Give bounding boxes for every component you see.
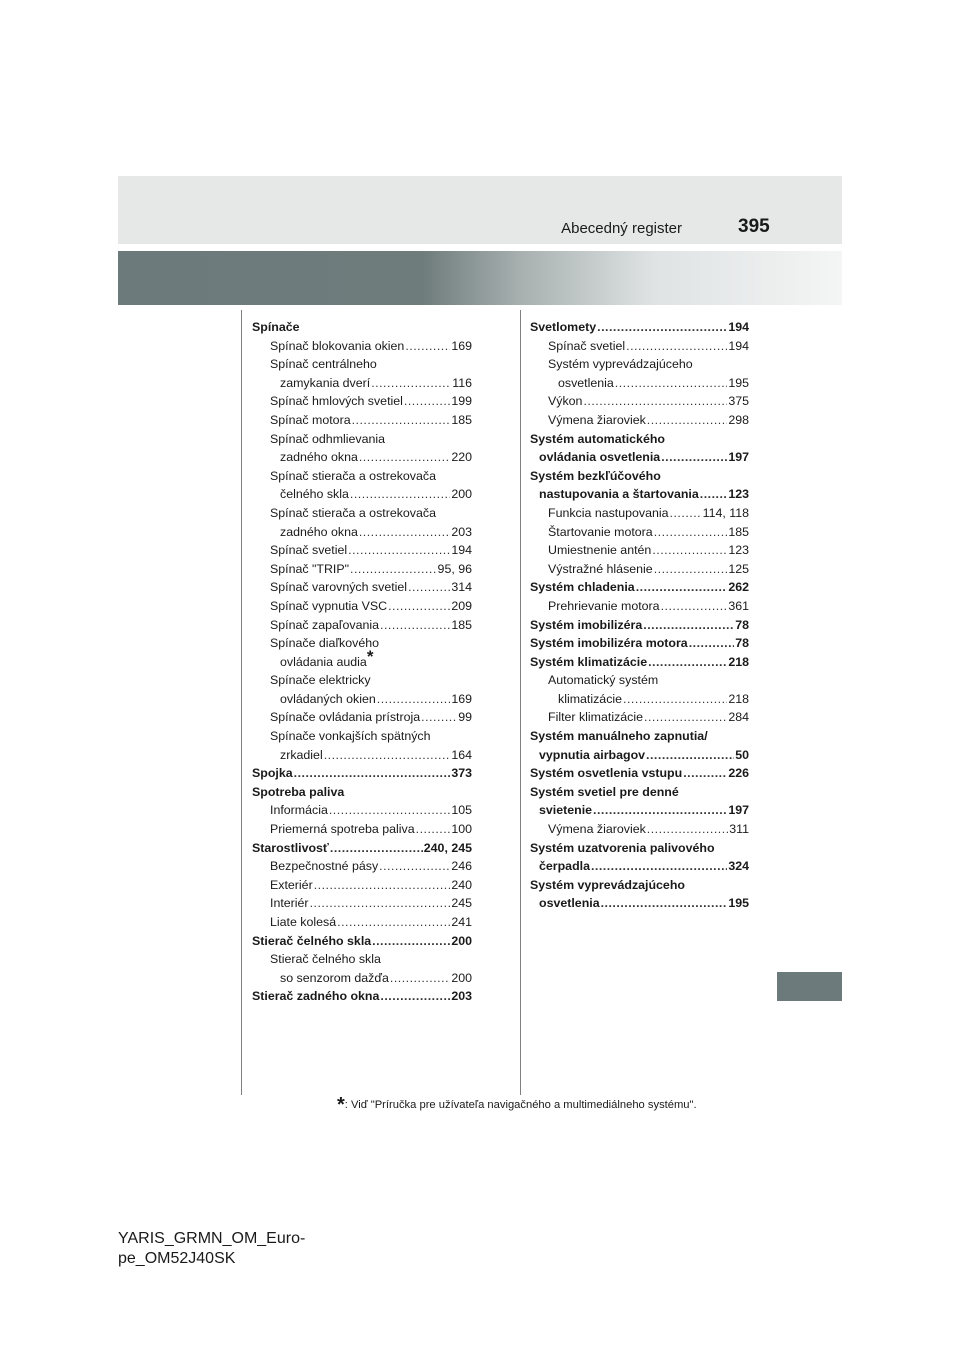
index-entry [252, 355, 472, 374]
entry-page: 78 [735, 617, 749, 632]
entry-term: Spínač motora [270, 412, 351, 427]
entry-term: nastupovania a štartovania [539, 487, 699, 502]
dot-leader [388, 597, 450, 616]
entry-term: svietenie [539, 803, 593, 818]
index-entry [252, 523, 472, 542]
entry-page: 114, 118 [702, 505, 749, 520]
index-entry [252, 504, 472, 523]
entry-term: Spínač "TRIP" [270, 561, 350, 576]
index-entry [530, 411, 749, 430]
entry-page: 209 [451, 598, 472, 613]
entry-page: 185 [728, 524, 749, 539]
dot-leader [626, 337, 727, 356]
index-column-left [252, 318, 472, 1006]
index-entry [530, 597, 749, 616]
entry-term: Spínač stierača a ostrekovača [270, 468, 436, 483]
dot-leader [310, 894, 451, 913]
entry-term: Spínač hmlových svetiel [270, 394, 403, 409]
dot-leader [636, 578, 728, 597]
document-code-line-1: YARIS_GRMN_OM_Euro- [118, 1230, 306, 1247]
entry-page: 220 [451, 450, 472, 465]
index-entry [252, 578, 472, 597]
entry-term: Spínač blokovania okien [270, 338, 405, 353]
index-entry [252, 374, 472, 393]
dot-leader [350, 485, 450, 504]
index-entry [252, 318, 472, 337]
dot-leader [623, 690, 727, 709]
index-entry [252, 727, 472, 746]
entry-page: 123 [728, 487, 749, 502]
index-entry [252, 560, 472, 579]
dot-leader [348, 541, 450, 560]
index-entry [530, 634, 749, 653]
entry-term: zrkadiel [280, 747, 323, 762]
entry-term: čelného skla [280, 487, 349, 502]
index-entry [252, 690, 472, 709]
entry-term: Výmena žiaroviek [548, 822, 646, 837]
entry-page: 194 [728, 320, 749, 334]
index-entry [530, 337, 749, 356]
index-entry [252, 411, 472, 430]
entry-term: čerpadla [539, 859, 590, 874]
dot-leader [648, 653, 727, 672]
entry-page: 100 [451, 822, 472, 837]
entry-page: 99 [458, 710, 472, 725]
entry-page: 284 [728, 710, 749, 725]
document-code [118, 1229, 305, 1268]
entry-page: 195 [728, 375, 749, 390]
index-entry [530, 653, 749, 672]
entry-page: 375 [728, 394, 749, 409]
dot-leader [647, 411, 728, 430]
entry-term: Prehrievanie motora [548, 598, 660, 613]
dot-leader [661, 448, 727, 467]
entry-term: Umiestnenie antén [548, 543, 652, 558]
entry-term: Systém manuálneho zapnutia/ [530, 729, 708, 744]
entry-term: Spínače elektricky [270, 673, 371, 688]
index-entry [530, 876, 749, 895]
entry-term: Systém klimatizácie [530, 654, 648, 669]
index-entry [530, 318, 749, 337]
index-entry [252, 392, 472, 411]
index-entry [252, 950, 472, 969]
index-entry [252, 857, 472, 876]
index-entry [530, 485, 749, 504]
entry-page: 245 [451, 896, 472, 911]
index-entry [252, 485, 472, 504]
entry-term: ovládania osvetlenia [539, 450, 661, 465]
entry-page: 123 [728, 543, 749, 558]
entry-term: Systém automatického [530, 431, 665, 446]
chapter-gradient-bar [118, 251, 842, 305]
entry-term: Priemerná spotreba paliva [270, 822, 415, 837]
index-entry [530, 504, 749, 523]
entry-page: 246 [451, 859, 472, 874]
entry-term: Štartovanie motora [548, 524, 653, 539]
dot-leader [654, 560, 728, 579]
dot-leader [683, 764, 727, 783]
entry-page: 194 [728, 338, 749, 353]
entry-term: Automatický systém [548, 673, 659, 688]
entry-term: zadného okna [280, 524, 358, 539]
dot-leader [372, 932, 450, 951]
entry-page: 195 [728, 896, 749, 911]
entry-page: 361 [728, 598, 749, 613]
index-entry [530, 392, 749, 411]
index-entry [530, 467, 749, 486]
entry-page: 240, 245 [423, 840, 472, 855]
dot-leader [330, 839, 423, 858]
dot-leader [646, 746, 734, 765]
index-entry [252, 987, 472, 1006]
entry-term: Spínač odhmlievania [270, 431, 386, 446]
dot-leader [380, 987, 450, 1006]
index-entry [530, 430, 749, 449]
entry-term: Spojka [252, 766, 293, 781]
index-entry [252, 820, 472, 839]
entry-term: Systém imobilizéra [530, 617, 643, 632]
entry-term: Spínač vypnutia VSC [270, 598, 388, 613]
entry-page: 50 [735, 747, 749, 762]
dot-leader [601, 894, 728, 913]
entry-term: Spínač centrálneho [270, 357, 377, 372]
index-entry [252, 746, 472, 765]
entry-term: Spínače diaľkového [270, 636, 380, 651]
entry-page: 95, 96 [437, 561, 472, 576]
index-entry [530, 894, 749, 913]
index-entry [530, 523, 749, 542]
entry-term: Svetlomety [530, 320, 597, 334]
index-entry [252, 764, 472, 783]
entry-page: 200 [451, 970, 472, 985]
index-entry [252, 597, 472, 616]
index-entry [530, 355, 749, 374]
entry-page: 314 [451, 580, 472, 595]
index-entry [530, 708, 749, 727]
entry-page: 194 [451, 543, 472, 558]
entry-term: Spotreba paliva [252, 784, 345, 799]
chapter-thumb-tab [777, 972, 842, 1001]
entry-term: vypnutia airbagov [539, 747, 646, 762]
dot-leader [359, 523, 450, 542]
entry-page: 226 [728, 766, 749, 781]
entry-page: 203 [451, 524, 472, 539]
dot-leader [421, 708, 457, 727]
entry-page: 169 [451, 338, 472, 353]
dot-leader [337, 913, 450, 932]
index-entry [530, 783, 749, 802]
entry-term: Spínač svetiel [270, 543, 348, 558]
dot-leader [404, 392, 450, 411]
dot-leader [583, 392, 727, 411]
dot-leader [390, 969, 450, 988]
entry-page: 185 [451, 617, 472, 632]
entry-term: Systém vyprevádzajúceho [548, 357, 693, 372]
index-entry [252, 634, 472, 653]
dot-leader [700, 485, 728, 504]
dot-leader [377, 690, 451, 709]
index-entry [530, 727, 749, 746]
entry-term: Spínač svetiel [548, 338, 626, 353]
entry-page: 218 [728, 691, 749, 706]
index-entry [530, 764, 749, 783]
index-entry [530, 746, 749, 765]
page-number: 395 [738, 216, 770, 237]
entry-page: 197 [728, 450, 749, 465]
dot-leader [689, 634, 735, 653]
entry-term: osvetlenia [539, 896, 600, 911]
entry-term: Stierač čelného skla [270, 952, 381, 967]
footnote [337, 1094, 697, 1116]
entry-term: Exteriér [270, 877, 313, 892]
entry-page: 105 [451, 803, 472, 818]
entry-term: Spínače vonkajších spätných [270, 729, 431, 744]
entry-term: ovládania audia [280, 654, 367, 669]
entry-page: 164 [451, 747, 472, 762]
dot-leader [379, 857, 450, 876]
left-margin-rule [241, 310, 242, 1095]
dot-leader [593, 801, 727, 820]
index-entry [252, 467, 472, 486]
entry-page: 197 [728, 803, 749, 818]
entry-page: 324 [728, 859, 749, 874]
entry-term: Systém svetiel pre denné [530, 784, 679, 799]
entry-term: Výmena žiaroviek [548, 412, 646, 427]
dot-leader [597, 318, 727, 337]
entry-term: Systém bezkľúčového [530, 468, 661, 483]
index-column-right [530, 318, 749, 913]
dot-leader [329, 801, 450, 820]
entry-term: Spínač zapaľovania [270, 617, 380, 632]
entry-term: Spínače ovládania prístroja [270, 710, 421, 725]
entry-page: 116 [452, 375, 472, 390]
entry-term: so senzorom dažďa [280, 970, 389, 985]
entry-term: Výkon [548, 394, 583, 409]
entry-term: Spínač stierača a ostrekovača [270, 505, 436, 520]
index-entry [252, 913, 472, 932]
entry-page: 203 [451, 989, 472, 1004]
entry-term: Spínače [252, 320, 300, 334]
index-entry [252, 969, 472, 988]
index-entry [530, 839, 749, 858]
dot-leader [371, 374, 451, 393]
entry-term: Liate kolesá [270, 915, 337, 929]
entry-page: 199 [451, 394, 472, 409]
index-entry [252, 337, 472, 356]
index-entry [530, 801, 749, 820]
entry-page: 298 [728, 412, 749, 427]
entry-page: 262 [728, 580, 749, 595]
index-entry [252, 541, 472, 560]
entry-term: Systém osvetlenia vstupu [530, 766, 683, 781]
header-band [118, 176, 842, 244]
entry-page: 218 [728, 654, 749, 669]
index-entry [530, 560, 749, 579]
entry-term: Filter klimatizácie [548, 710, 644, 725]
entry-page: 125 [728, 561, 749, 576]
entry-term: Funkcia nastupovania [548, 505, 669, 520]
entry-term: Stierač čelného skla [252, 933, 372, 948]
entry-term: klimatizácie [558, 691, 623, 706]
dot-leader [643, 616, 734, 635]
dot-leader [670, 504, 702, 523]
dot-leader [380, 616, 450, 635]
dot-leader [314, 876, 451, 895]
entry-page: 169 [451, 691, 472, 706]
entry-term: osvetlenia [558, 375, 614, 390]
dot-leader [416, 820, 451, 839]
dot-leader [647, 820, 728, 839]
entry-page: 373 [451, 766, 472, 781]
dot-leader [294, 764, 451, 783]
index-entry [252, 646, 472, 672]
footnote-text: : Viď "Príručka pre užívateľa navigačného a multimediálneho systému". [344, 1099, 697, 1111]
entry-term: Systém imobilizéra motora [530, 636, 688, 651]
dot-leader [652, 541, 727, 560]
entry-term: Výstražné hlásenie [548, 561, 653, 576]
entry-term: zamykania dverí [280, 375, 371, 390]
index-entry [252, 839, 472, 858]
entry-term: Stierač zadného okna [252, 989, 380, 1004]
index-entry [252, 671, 472, 690]
entry-term: Starostlivosť [252, 840, 329, 855]
index-entry [252, 708, 472, 727]
dot-leader [352, 411, 451, 430]
entry-page: 200 [451, 487, 472, 502]
entry-page: 185 [451, 412, 472, 427]
entry-page: 78 [735, 636, 749, 651]
dot-leader [661, 597, 728, 616]
entry-page: 240 [451, 877, 472, 892]
index-entry [252, 876, 472, 895]
dot-leader [405, 337, 450, 356]
entry-page: 241 [451, 915, 472, 929]
index-entry [530, 374, 749, 393]
entry-page: 311 [729, 822, 749, 837]
dot-leader [615, 374, 728, 393]
dot-leader [408, 578, 450, 597]
index-entry [252, 801, 472, 820]
index-entry [252, 932, 472, 951]
dot-leader [644, 708, 727, 727]
entry-term: Systém chladenia [530, 580, 635, 595]
entry-term: Bezpečnostné pásy [270, 859, 379, 874]
dot-leader [350, 560, 437, 579]
dot-leader [654, 523, 728, 542]
index-entry [252, 430, 472, 449]
entry-term: ovládaných okien [280, 691, 376, 706]
index-entry [530, 690, 749, 709]
entry-term: zadného okna [280, 450, 358, 465]
index-entry [252, 448, 472, 467]
index-entry [252, 616, 472, 635]
dot-leader [359, 448, 450, 467]
document-code-line-2: pe_OM52J40SK [118, 1249, 236, 1267]
footnote-star: * [337, 1094, 345, 1116]
index-entry [252, 783, 472, 802]
index-entry [530, 820, 749, 839]
footnote-marker: * [366, 646, 374, 666]
entry-term: Spínač varovných svetiel [270, 580, 408, 595]
index-entry [530, 857, 749, 876]
index-entry [530, 541, 749, 560]
index-entry [252, 894, 472, 913]
index-entry [530, 448, 749, 467]
dot-leader [324, 746, 451, 765]
entry-term: Systém vyprevádzajúceho [530, 877, 685, 892]
section-title: Abecedný register [561, 220, 682, 237]
entry-page: 200 [451, 933, 472, 948]
entry-term: Interiér [270, 896, 309, 911]
entry-term: Informácia [270, 803, 328, 818]
index-entry [530, 671, 749, 690]
index-entry [530, 578, 749, 597]
entry-term: Systém uzatvorenia palivového [530, 840, 715, 855]
index-entry [530, 616, 749, 635]
column-divider-rule [520, 310, 521, 1095]
dot-leader [591, 857, 727, 876]
